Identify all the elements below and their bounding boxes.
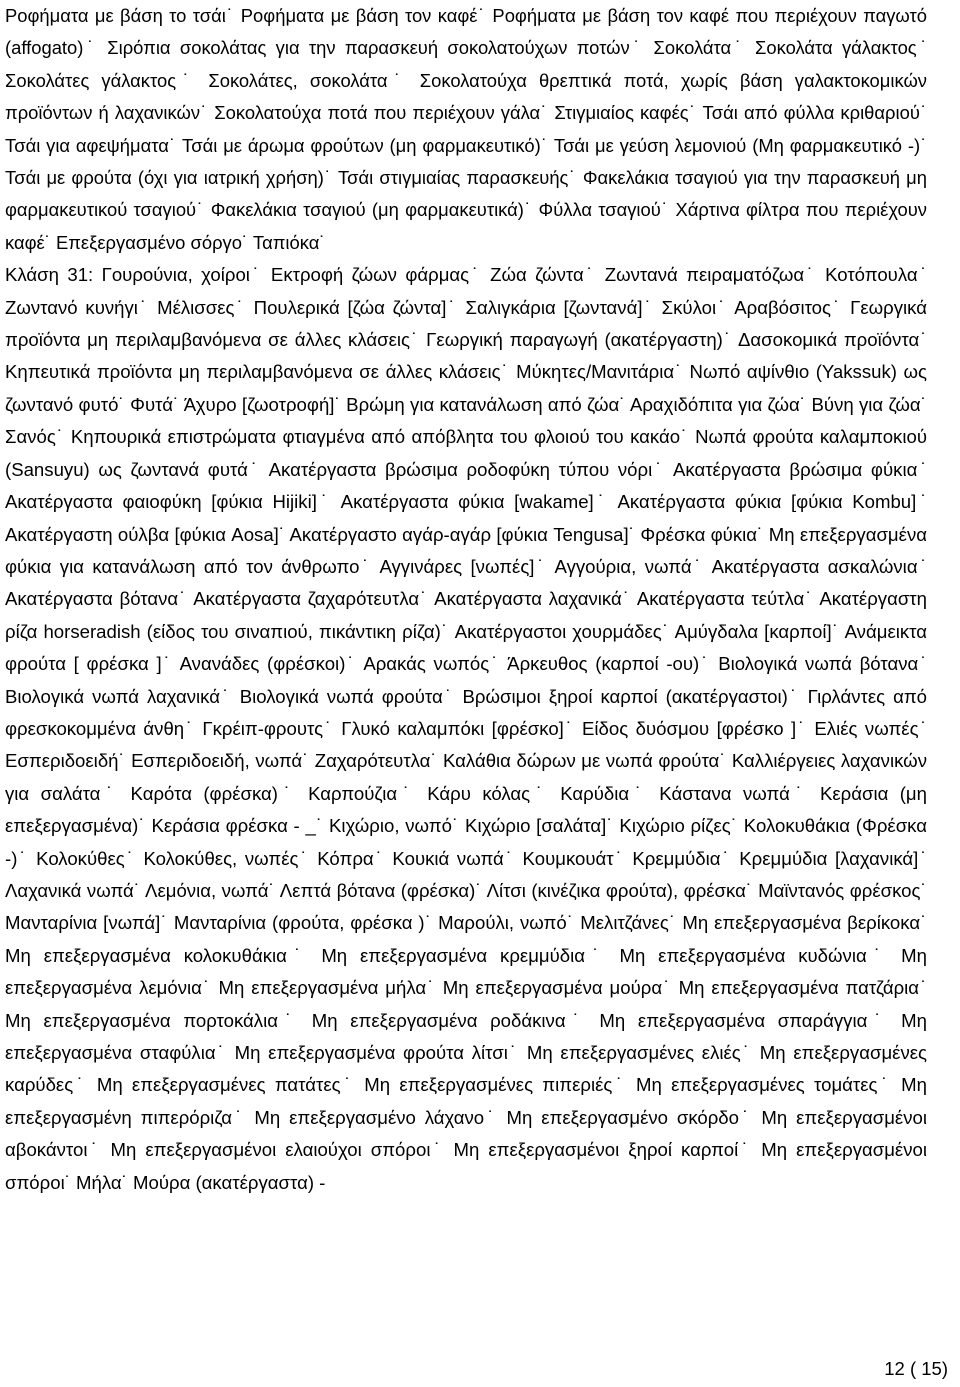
document-page xyxy=(5,0,927,1199)
paragraph-class-30-goods: Ροφήματα με βάση το τσάι˙ Ροφήματα με βάση τον καφέ˙ Ροφήματα με βάση τον καφέ που περιέχουν παγωτό (affogato)˙ Σιρόπια σοκολάτας για την παρασκευή σοκολατούχων ποτών˙ Σοκολάτα˙ Σοκολάτα γάλακτος˙ Σοκολάτες γάλακτος˙ Σοκολάτες, σοκολάτα˙ Σοκολατούχα θρεπτικά ποτά, χωρίς βάση γαλακτοκομικών προϊόντων ή λαχανικών˙ Σοκολατούχα ποτά που περιέχουν γάλα˙ Στιγμιαίος καφές˙ Τσάι από φύλλα κριθαριού˙ Τσάι για αφεψήματα˙ Τσάι με άρωμα φρούτων (μη φαρμακευτικό)˙ Τσάι με γεύση λεμονιού (Μη φαρμακευτικό -)˙ Τσάι με φρούτα (όχι για ιατρική χρήση)˙ Τσάι στιγμιαίας παρασκευής˙ Φακελάκια τσαγιού για την παρασκευή μη φαρμακευτικού τσαγιού˙ Φακελάκια τσαγιού (μη φαρμακευτικά)˙ Φύλλα τσαγιού˙ Χάρτινα φίλτρα που περιέχουν καφέ˙ Επεξεργασμένο σόργο˙ Ταπιόκα˙ xyxy=(5,5,927,253)
page-number: 12 ( 15) xyxy=(884,1358,948,1379)
paragraph-class-31-goods: Κλάση 31: Γουρούνια, χοίροι˙ Εκτροφή ζώων φάρμας˙ Ζώα ζώντα˙ Ζωντανά πειραματόζωα˙ Κοτόπουλα˙ Ζωντανό κυνήγι˙ Μέλισσες˙ Πουλερικά [ζώα ζώντα]˙ Σαλιγκάρια [ζωντανά]˙ Σκύλοι˙ Αραβόσιτος˙ Γεωργικά προϊόντα μη περιλαμβανόμενα σε άλλες κλάσεις˙ Γεωργική παραγωγή (ακατέργαστη)˙ Δασοκομικά προϊόντα˙ Κηπευτικά προϊόντα μη περιλαμβανόμενα σε άλλες κλάσεις˙ Μύκητες/Μανιτάρια˙ Νωπό αψίνθιο (Yakssuk) ως ζωντανό φυτό˙ Φυτά˙ Άχυρο [ζωοτροφή]˙ Βρώμη για κατανάλωση από ζώα˙ Αραχιδόπιτα για ζώα˙ Βύνη για ζώα˙ Σανός˙ Κηπουρικά επιστρώματα φτιαγμένα από απόβλητα του φλοιού του κακάο˙ Νωπά φρούτα καλαμποκιού (Sansuyu) ως ζωντανά φυτά˙ Ακατέργαστα βρώσιμα ροδοφύκη τύπου νόρι˙ Ακατέργαστα βρώσιμα φύκια˙ Ακατέργαστα φαιοφύκη [φύκια Hijiki]˙ Ακατέργαστα φύκια [wakame]˙ Ακατέργαστα φύκια [φύκια Kombu]˙ Ακατέργαστη ούλβα [φύκια Aosa]˙ Ακατέργαστο αγάρ-αγάρ [φύκια Tengusa]˙ Φρέσκα φύκια˙ Μη επεξεργασμένα φύκια για κατανάλωση από τον άνθρωπο˙ Αγγινάρες [νωπές]˙ Αγγούρια, νωπά˙ Ακατέργαστα ασκαλώνια˙ Ακατέργαστα βότανα˙ Ακατέργαστα ζαχαρότευτλα˙ Ακατέργαστα λαχανικά˙ Ακατέργαστα τεύτλα˙ Ακατέργαστη ρίζα horseradish (είδος του σιναπιού, πικάντικη ρίζα)˙ Ακατέργαστοι χουρμάδες˙ Αμύγδαλα [καρποί]˙ Ανάμεικτα φρούτα [ φρέσκα ]˙ Ανανάδες (φρέσκοι)˙ Αρακάς νωπός˙ Άρκευθος (καρποί -ου)˙ Βιολογικά νωπά βότανα˙ Βιολογικά νωπά λαχανικά˙ Βιολογικά νωπά φρούτα˙ Βρώσιμοι ξηροί καρποί (ακατέργαστοι)˙ Γιρλάντες από φρεσκοκομμένα άνθη˙ Γκρέιπ-φρουτς˙ Γλυκό καλαμπόκι [φρέσκο]˙ Είδος δυόσμου [φρέσκο ]˙ Ελιές νωπές˙ Εσπεριδοειδή˙ Εσπεριδοειδή, νωπά˙ Ζαχαρότευτλα˙ Καλάθια δώρων με νωπά φρούτα˙ Καλλιέργειες λαχανικών για σαλάτα˙ Καρότα (φρέσκα)˙ Καρπούζια˙ Κάρυ κόλας˙ Καρύδια˙ Κάστανα νωπά˙ Κεράσια (μη επεξεργασμένα)˙ Κεράσια φρέσκα - _˙ Κιχώριο, νωπό˙ Κιχώριο [σαλάτα]˙ Κιχώριο ρίζες˙ Κολοκυθάκια (Φρέσκα -)˙ Κολοκύθες˙ Κολοκύθες, νωπές˙ Κόπρα˙ Κουκιά νωπά˙ Κουμκουάτ˙ Κρεμμύδια˙ Κρεμμύδια [λαχανικά]˙ Λαχανικά νωπά˙ Λεμόνια, νωπά˙ Λεπτά βότανα (φρέσκα)˙ Λίτσι (κινέζικα φρούτα), φρέσκα˙ Μαϊντανός φρέσκος˙ Μανταρίνια [νωπά]˙ Μανταρίνια (φρούτα, φρέσκα )˙ Μαρούλι, νωπό˙ Μελιτζάνες˙ Μη επεξεργασμένα βερίκοκα˙ Μη επεξεργασμένα κολοκυθάκια˙ Μη επεξεργασμένα κρεμμύδια˙ Μη επεξεργασμένα κυδώνια˙ Μη επεξεργασμένα λεμόνια˙ Μη επεξεργασμένα μήλα˙ Μη επεξεργασμένα μούρα˙ Μη επεξεργασμένα πατζάρια˙ Μη επεξεργασμένα πορτοκάλια˙ Μη επεξεργασμένα ροδάκινα˙ Μη επεξεργασμένα σπαράγγια˙ Μη επεξεργασμένα σταφύλια˙ Μη επεξεργασμένα φρούτα λίτσι˙ Μη επεξεργασμένες ελιές˙ Μη επεξεργασμένες καρύδες˙ Μη επεξεργασμένες πατάτες˙ Μη επεξεργασμένες πιπεριές˙ Μη επεξεργασμένες τομάτες˙ Μη επεξεργασμένη πιπερόριζα˙ Μη επεξεργασμένο λάχανο˙ Μη επεξεργασμένο σκόρδο˙ Μη επεξεργασμένοι αβοκάντοι˙ Μη επεξεργασμένοι ελαιούχοι σπόροι˙ Μη επεξεργασμένοι ξηροί καρποί˙ Μη επεξεργασμένοι σπόροι˙ Μήλα˙ Μούρα (ακατέργαστα) - xyxy=(5,264,927,1193)
